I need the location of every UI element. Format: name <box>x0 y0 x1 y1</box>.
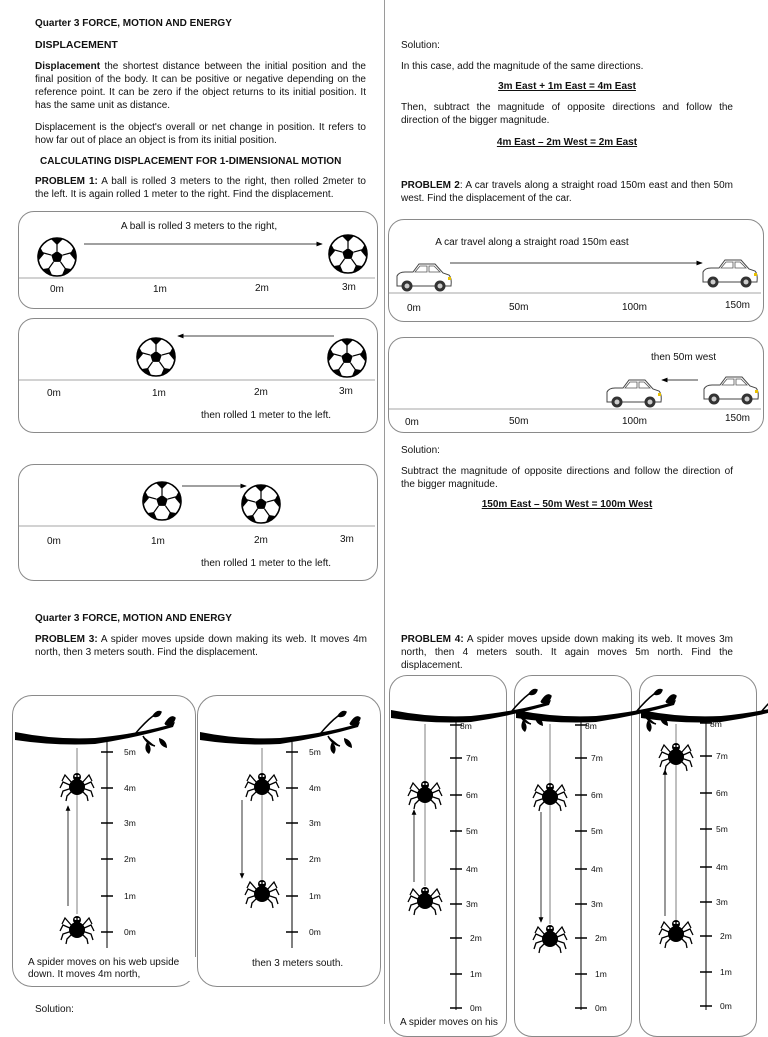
p4c-tick-8: 8m <box>710 719 722 729</box>
p4b-tick-3: 3m <box>591 899 603 909</box>
car2-tick-2: 100m <box>622 416 648 427</box>
fig2-tick-3: 3m <box>339 386 353 397</box>
fig3-tick-0: 0m <box>47 536 61 547</box>
fig2-tick-2: 2m <box>254 387 268 398</box>
definition-text: the shortest distance between the initial position and the final position of the body. It can be positive or negative depending on the reference point. It can be zero if the object returns to its initial position. It has the same unit as distance. <box>35 61 366 111</box>
car2-tick-3: 150m <box>725 413 751 424</box>
solution-label-3: Solution: <box>35 1004 74 1015</box>
p4c-tick-2: 2m <box>720 931 732 941</box>
p4a-tick-3: 3m <box>466 899 478 909</box>
fig3-tick-2: 2m <box>254 535 268 546</box>
car1-tick-0: 0m <box>407 303 421 314</box>
p4a-tick-5: 5m <box>466 826 478 836</box>
spider-4c-start <box>659 920 693 948</box>
equation-1: 3m East + 1m East = 4m East <box>498 81 636 92</box>
ball-fig2-caption: then rolled 1 meter to the left. <box>201 410 332 421</box>
page-header: Quarter 3 FORCE, MOTION AND ENERGY <box>35 18 232 29</box>
problem-4-label: PROBLEM 4: <box>401 634 464 645</box>
p3b-tick-4: 4m <box>309 783 321 793</box>
p3b-tick-5: 5m <box>309 747 321 757</box>
fig3-tick-1: 1m <box>151 536 165 547</box>
definition-term: Displacement <box>35 61 101 72</box>
p4b-tick-4: 4m <box>591 864 603 874</box>
spider-3a-start <box>60 916 94 944</box>
problem-4-text: A spider moves upside down making its web. It moves 3m north, then 4 meters south. It again moves 5m north. Find the displacement. <box>401 634 734 671</box>
solution-label-1: Solution: <box>401 40 440 51</box>
p4c-tick-1: 1m <box>720 967 732 977</box>
solution-2-text: Subtract the magnitude of opposite directions and follow the direction of the bigger magnitude. <box>401 466 733 490</box>
spider-4b-end <box>533 925 567 953</box>
p4c-tick-7: 7m <box>716 751 728 761</box>
p4b-tick-5: 5m <box>591 826 603 836</box>
p4c-tick-3: 3m <box>716 897 728 907</box>
spider-4a-start <box>408 887 442 915</box>
p3a-tick-2: 2m <box>124 854 136 864</box>
p3a-tick-3: 3m <box>124 818 136 828</box>
branch-3a <box>15 712 175 755</box>
fig1-tick-2: 2m <box>255 283 269 294</box>
equation-3: 150m East – 50m West = 100m West <box>481 499 653 510</box>
car-fig2-caption: then 50m west <box>651 352 717 363</box>
car1-tick-3: 150m <box>725 300 751 311</box>
fig1-tick-0: 0m <box>50 284 64 295</box>
calc-heading: CALCULATING DISPLACEMENT FOR 1-DIMENSIONAL MOTION <box>40 156 342 167</box>
spider-3b-caption: then 3 meters south. <box>252 958 344 969</box>
p3a-tick-5: 5m <box>124 747 136 757</box>
p4b-tick-2: 2m <box>595 933 607 943</box>
fig1-tick-1: 1m <box>153 284 167 295</box>
p3b-tick-3: 3m <box>309 818 321 828</box>
spider-3a-caption: A spider moves on his web upside down. It moves 4m north, <box>28 957 196 981</box>
p4a-tick-0: 0m <box>470 1003 482 1013</box>
fig2-tick-0: 0m <box>47 388 61 399</box>
solution-label-2: Solution: <box>401 445 440 456</box>
problem-1-label: PROBLEM 1: <box>35 176 98 187</box>
car2-tick-1: 50m <box>509 416 529 427</box>
p4b-tick-6: 6m <box>591 790 603 800</box>
solution-text-1: In this case, add the magnitude of the same directions. <box>401 61 644 72</box>
car1-tick-1: 50m <box>509 302 529 313</box>
p4b-tick-8: 8m <box>585 721 597 731</box>
car1-tick-2: 100m <box>622 302 648 313</box>
car2-tick-0: 0m <box>405 417 419 428</box>
p4a-tick-1: 1m <box>470 969 482 979</box>
problem-3-text: A spider moves upside down making its web. It moves 4m north, then 3 meters south. Find the displacement. <box>35 634 368 658</box>
p4a-tick-8: 8m <box>460 721 472 731</box>
problem-3-label: PROBLEM 3: <box>35 634 98 645</box>
p4a-tick-2: 2m <box>470 933 482 943</box>
problem-1-text: A ball is rolled 3 meters to the right, then rolled 2meter to the left. It is again rolled 1 meter to the right. Find the displacement. <box>35 176 366 200</box>
spider-3b-end <box>245 880 279 908</box>
p4b-tick-0: 0m <box>595 1003 607 1013</box>
p3a-tick-0: 0m <box>124 927 136 937</box>
p4a-tick-4: 4m <box>466 864 478 874</box>
problem-2-label: PROBLEM 2 <box>401 180 460 191</box>
p3b-tick-0: 0m <box>309 927 321 937</box>
p4c-tick-5: 5m <box>716 824 728 834</box>
p4a-tick-7: 7m <box>466 753 478 763</box>
p4b-tick-7: 7m <box>591 753 603 763</box>
fig2-tick-1: 1m <box>152 388 166 399</box>
equation-2: 4m East – 2m West = 2m East <box>496 137 638 148</box>
solution-text-2: Then, subtract the magnitude of opposite directions and follow the direction of the bigger magnitude. <box>401 102 733 126</box>
ball-fig1-caption: A ball is rolled 3 meters to the right, <box>120 221 278 232</box>
p3b-tick-2: 2m <box>309 854 321 864</box>
p4c-tick-4: 4m <box>716 862 728 872</box>
p3a-tick-4: 4m <box>124 783 136 793</box>
p4c-tick-0: 0m <box>720 1001 732 1011</box>
p3a-tick-1: 1m <box>124 891 136 901</box>
branch-4c <box>641 690 768 733</box>
p4c-tick-6: 6m <box>716 788 728 798</box>
fig3-tick-3: 3m <box>340 534 354 545</box>
page2-header: Quarter 3 FORCE, MOTION AND ENERGY <box>35 613 232 624</box>
section-heading: DISPLACEMENT <box>35 39 118 51</box>
p3b-tick-1: 1m <box>309 891 321 901</box>
car-fig1-caption: A car travel along a straight road 150m east <box>435 237 629 248</box>
problem-2-text: : A car travels along a straight road 150m east and then 50m west. Find the displacement of the car. <box>401 180 733 204</box>
displacement-definition-2: Displacement is the object's overall or net change in position. It refers to how far out of place an object is from its initial position. <box>35 122 366 146</box>
p4b-tick-1: 1m <box>595 969 607 979</box>
branch-3b <box>200 712 360 755</box>
p4a-tick-6: 6m <box>466 790 478 800</box>
ball-fig3-caption: then rolled 1 meter to the left. <box>201 558 332 569</box>
fig1-tick-3: 3m <box>342 282 356 293</box>
spider-4a-caption: A spider moves on his <box>400 1017 498 1028</box>
